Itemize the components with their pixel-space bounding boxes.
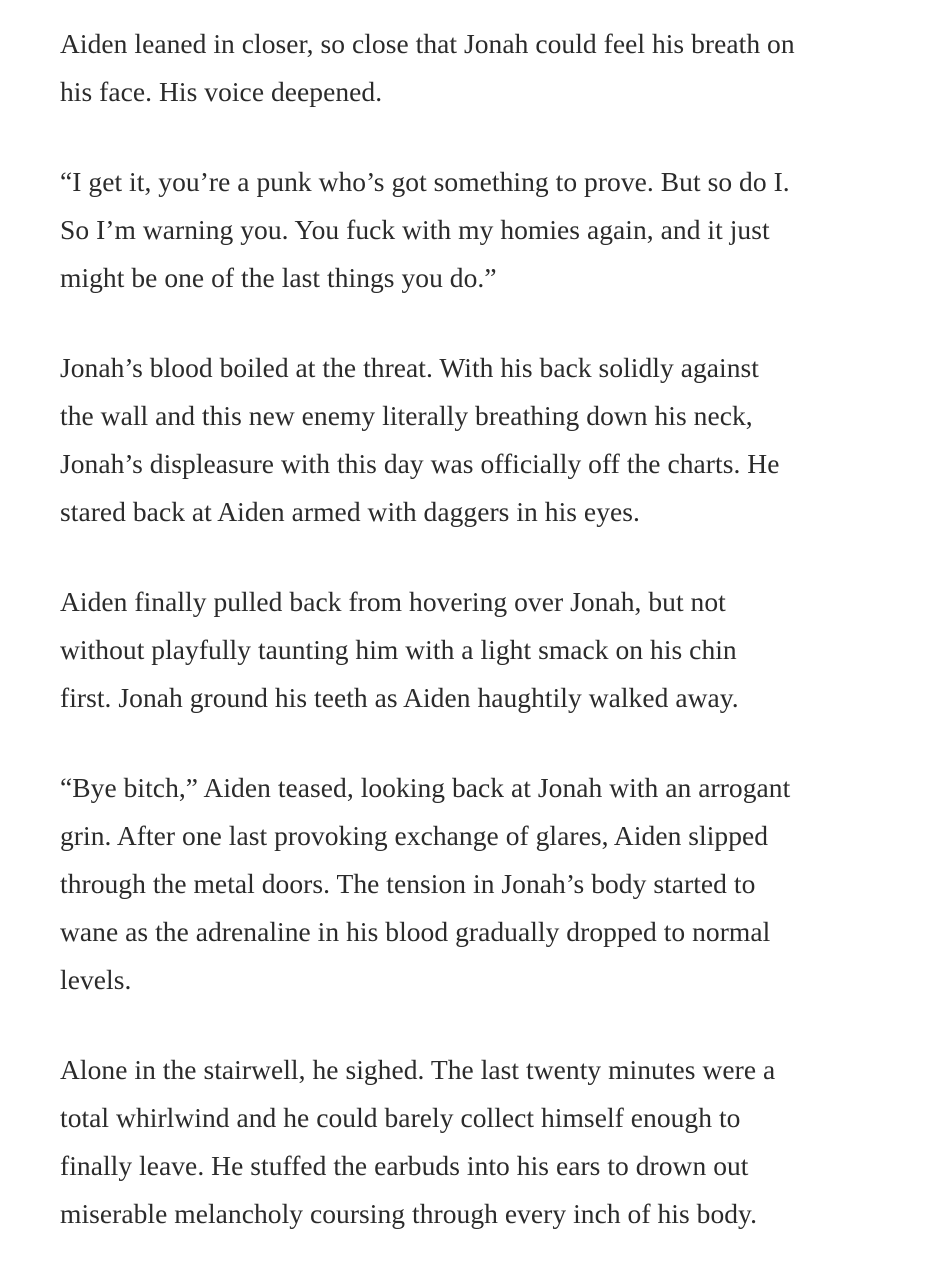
text-line: Jonah’s displeasure with this day was officially off the charts. He [60,448,780,479]
text-line: grin. After one last provoking exchange of glares, Aiden slipped [60,820,769,851]
text-line: “I get it, you’re a punk who’s got something to prove. But so do I. [60,166,790,197]
text-line: Aiden leaned in closer, so close that Jonah could feel his breath on [60,28,795,59]
paragraph-5 [60,764,900,1004]
text-line: miserable melancholy coursing through every inch of his body. [60,1198,757,1229]
text-line: total whirlwind and he could barely collect himself enough to [60,1102,741,1133]
text-line: levels. [60,964,132,995]
text-line: through the metal doors. The tension in Jonah’s body started to [60,868,756,899]
story-text [60,20,900,1238]
text-line: without playfully taunting him with a light smack on his chin [60,634,737,665]
text-line: finally leave. He stuffed the earbuds into his ears to drown out [60,1150,749,1181]
text-line: Alone in the stairwell, he sighed. The last twenty minutes were a [60,1054,776,1085]
text-line: might be one of the last things you do.” [60,262,497,293]
text-line: wane as the adrenaline in his blood gradually dropped to normal [60,916,771,947]
text-line: the wall and this new enemy literally breathing down his neck, [60,400,753,431]
text-line: first. Jonah ground his teeth as Aiden haughtily walked away. [60,682,739,713]
text-line: Jonah’s blood boiled at the threat. With his back solidly against [60,352,759,383]
text-line: “Bye bitch,” Aiden teased, looking back at Jonah with an arrogant [60,772,791,803]
text-line: Aiden finally pulled back from hovering over Jonah, but not [60,586,726,617]
paragraph-1 [60,20,900,116]
paragraph-6 [60,1046,900,1238]
paragraph-4 [60,578,900,722]
text-line: So I’m warning you. You fuck with my homies again, and it just [60,214,770,245]
text-line: his face. His voice deepened. [60,76,383,107]
paragraph-2 [60,158,900,302]
paragraph-3 [60,344,900,536]
text-line: stared back at Aiden armed with daggers in his eyes. [60,496,640,527]
